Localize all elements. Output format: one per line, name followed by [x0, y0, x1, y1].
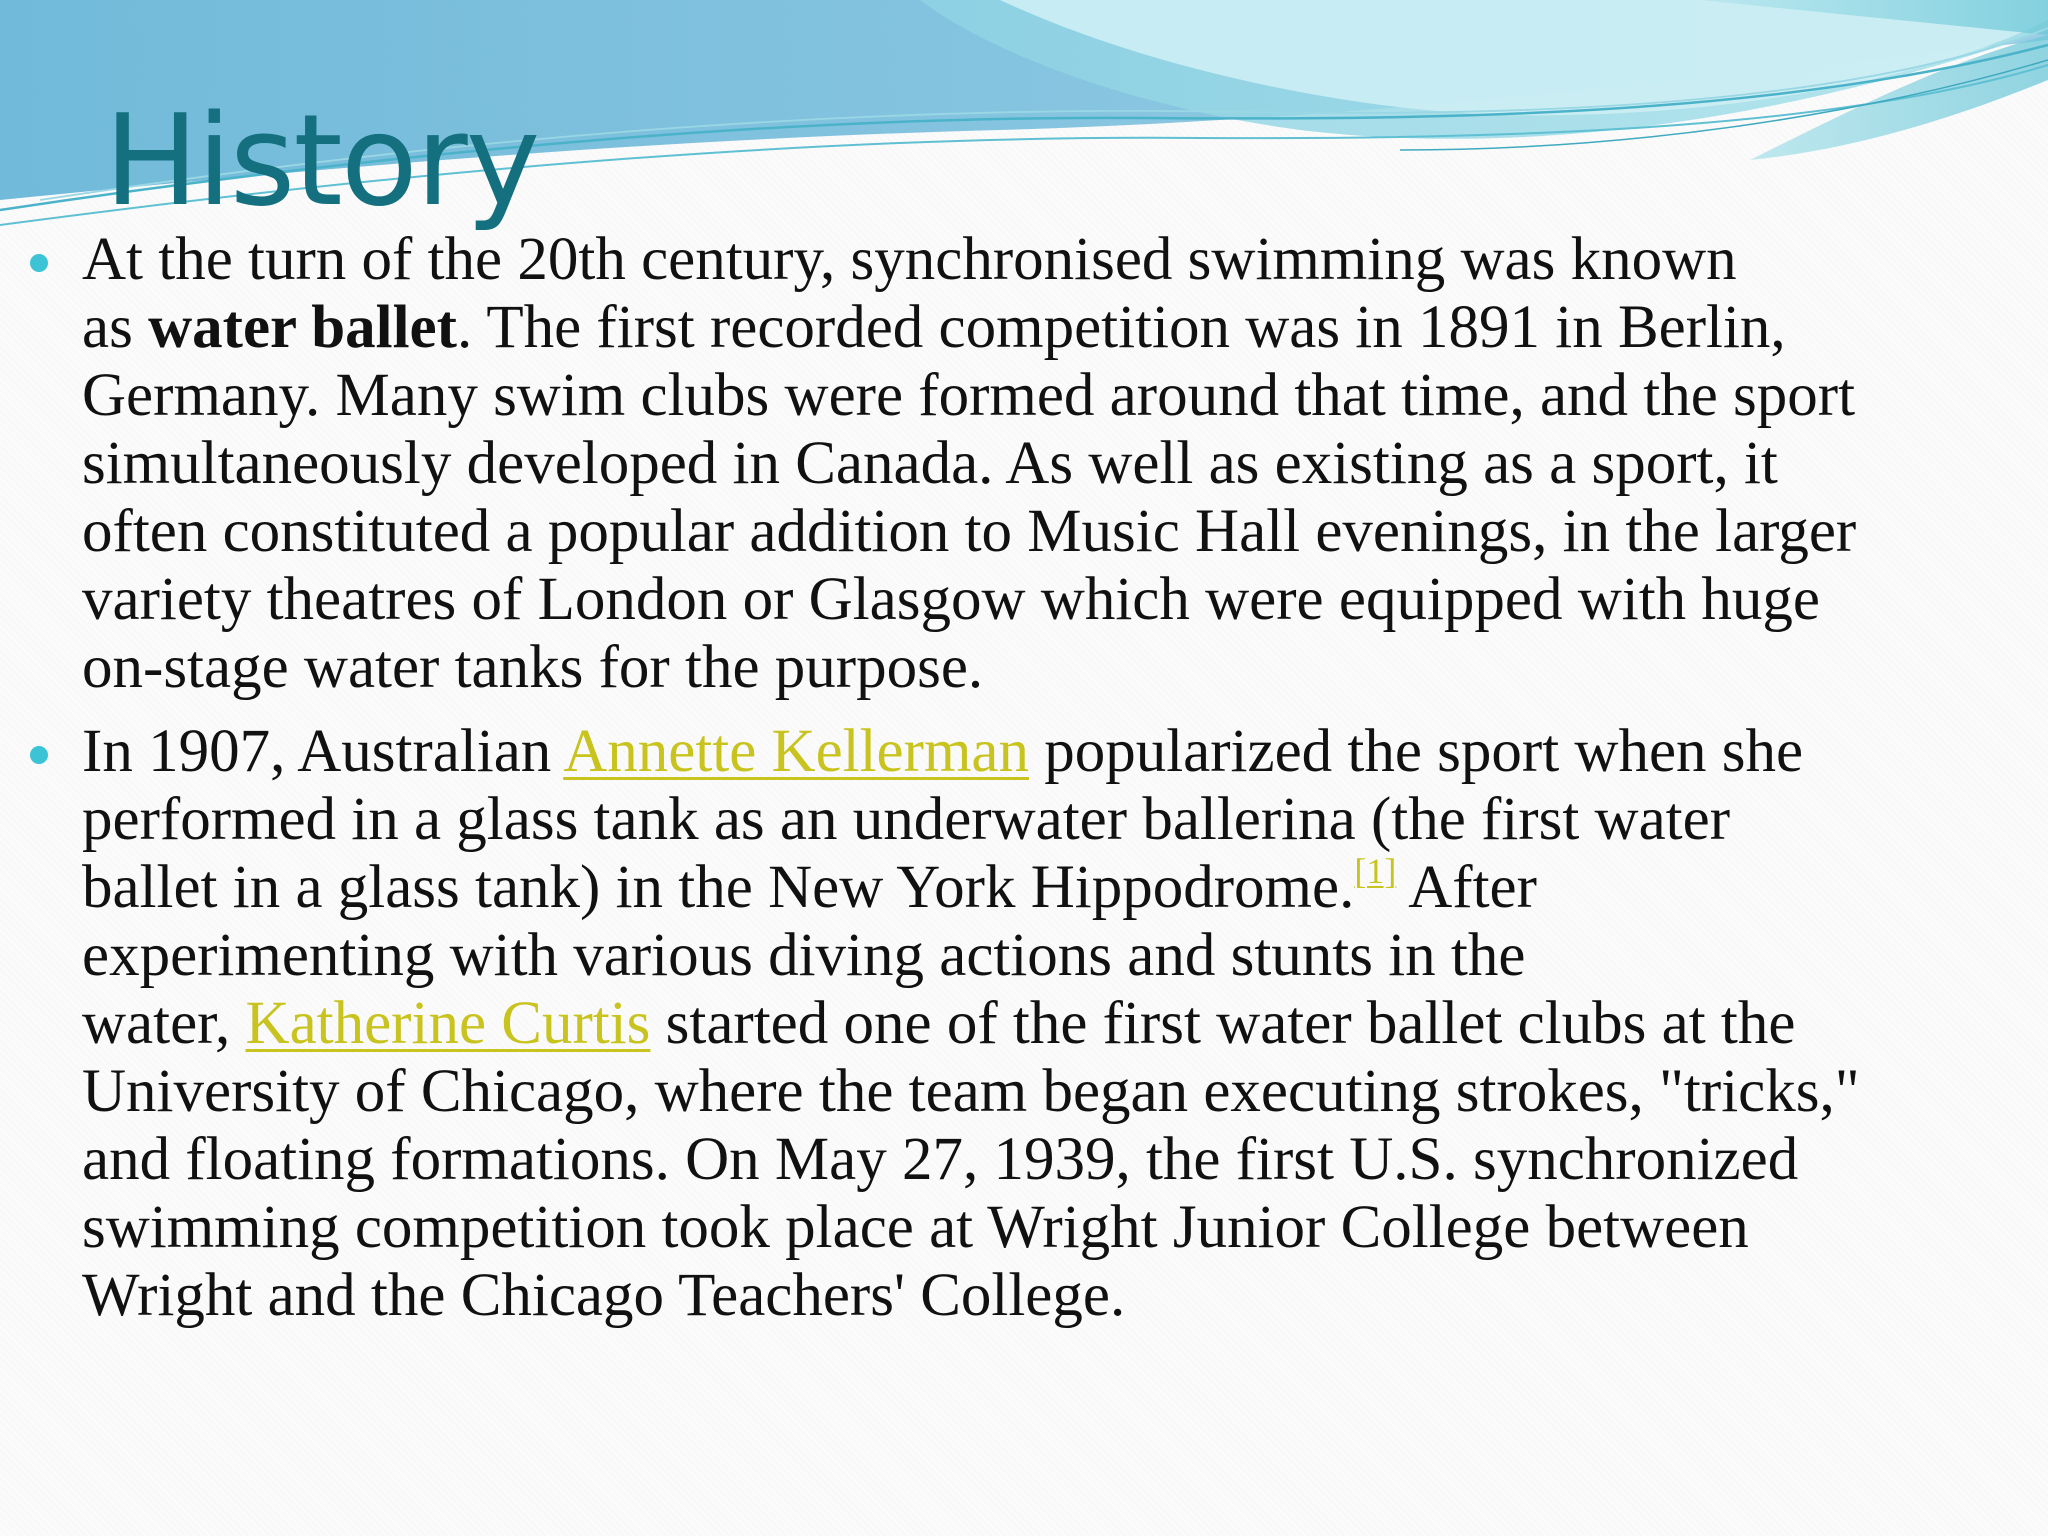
link-annette-kellerman[interactable]: Annette Kellerman	[563, 718, 1029, 785]
text-line: performed in a glass tank as an underwater ballerina (the first water	[82, 786, 1731, 853]
bold-term: water ballet	[148, 294, 457, 361]
text-line: on-stage water tanks for the purpose.	[82, 634, 984, 701]
text-line: University of Chicago, where the team began executing strokes, "tricks,"	[82, 1058, 1860, 1125]
text-line: simultaneously developed in Canada. As well as existing as a sport, it	[82, 430, 1778, 497]
text-line: as water ballet. The first recorded competition was in 1891 in Berlin,	[82, 294, 1786, 361]
bullet-item-1	[0, 226, 2048, 702]
bullet-dot-icon	[30, 254, 48, 272]
text-line: and floating formations. On May 27, 1939, the first U.S. synchronized	[82, 1126, 1799, 1193]
text-line: Wright and the Chicago Teachers' College.	[82, 1262, 1126, 1329]
text-line: variety theatres of London or Glasgow which were equipped with huge	[82, 566, 1820, 633]
text-line: experimenting with various diving actions and stunts in the	[82, 922, 1526, 989]
bullet-dot-icon	[30, 746, 48, 764]
text-line: water, Katherine Curtis started one of the first water ballet clubs at the	[82, 990, 1796, 1057]
text-line: In 1907, Australian Annette Kellerman popularized the sport when she	[82, 718, 1804, 785]
bullet-item-2	[0, 718, 2048, 1330]
link-katherine-curtis[interactable]: Katherine Curtis	[245, 990, 651, 1057]
text-line: often constituted a popular addition to Music Hall evenings, in the larger	[82, 498, 1857, 565]
slide-title: History	[104, 87, 539, 234]
text-line: swimming competition took place at Wright Junior College between	[82, 1194, 1749, 1261]
bullet-list	[0, 226, 2048, 1426]
text-line: ballet in a glass tank) in the New York Hippodrome.[1] After	[82, 851, 1537, 921]
text-line: At the turn of the 20th century, synchronised swimming was known	[82, 226, 1737, 293]
text-line: Germany. Many swim clubs were formed around that time, and the sport	[82, 362, 1856, 429]
citation-link-1[interactable]: [1]	[1354, 851, 1397, 891]
